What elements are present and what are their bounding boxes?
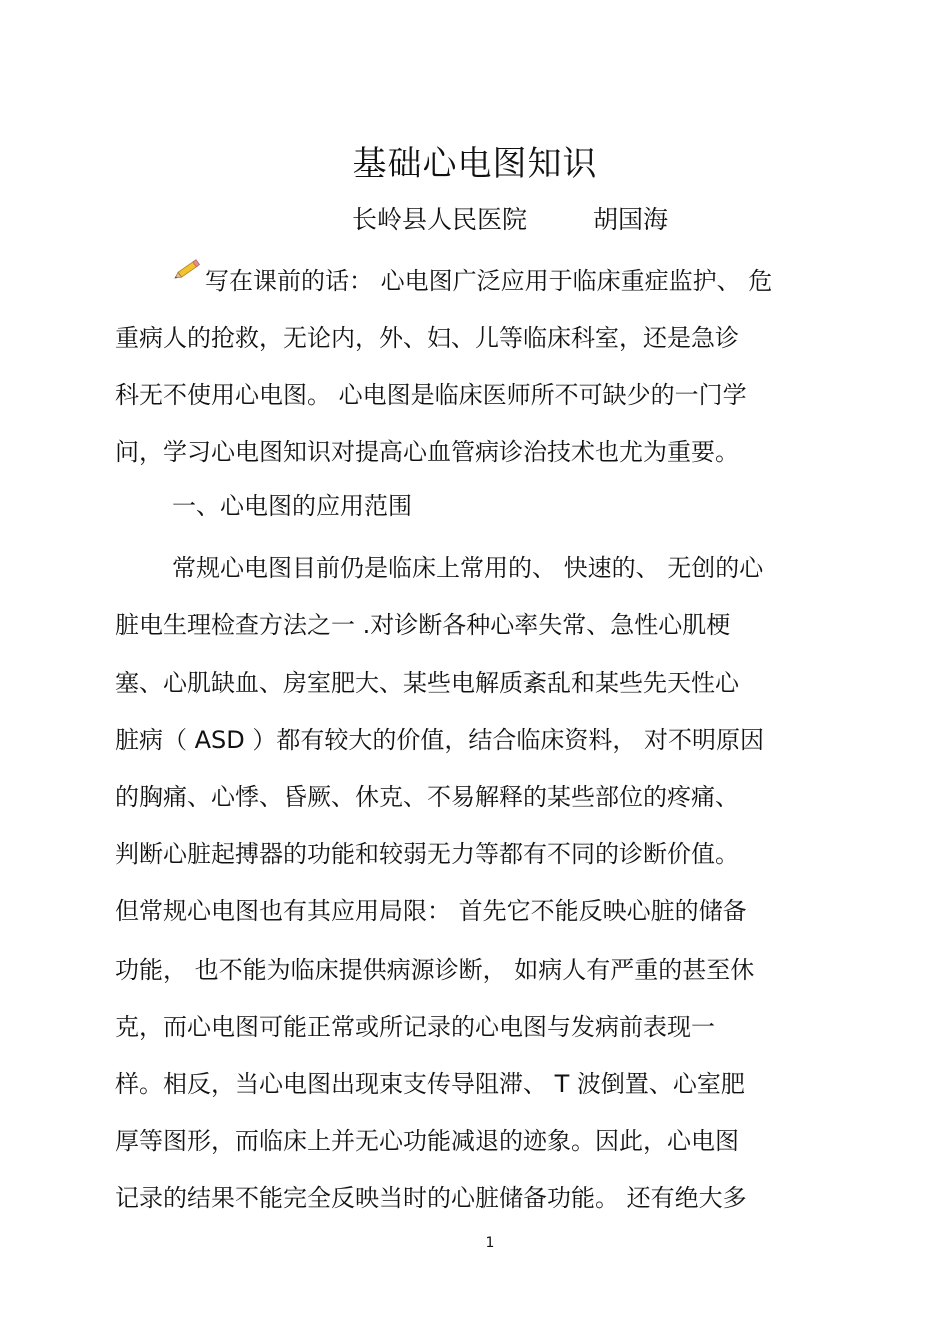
body-line: 问，学习心电图知识对提高心血管病诊治技术也尤为重要。 <box>115 438 739 466</box>
author-name: 胡国海 <box>593 205 669 234</box>
body-line: 脏病（ ASD ）都有较大的价值，结合临床资料， 对不明原因 <box>115 726 765 754</box>
page-number: 1 <box>485 1235 495 1251</box>
body-line: 记录的结果不能完全反映当时的心脏储备功能。 还有绝大多 <box>115 1184 747 1212</box>
pencil-icon <box>172 256 204 282</box>
author-line <box>352 200 668 240</box>
body-line: 样。相反，当心电图出现束支传导阻滞、 T 波倒置、心室肥 <box>115 1070 745 1098</box>
body-line: 重病人的抢救，无论内，外、妇、儿等临床科室，还是急诊 <box>115 324 739 352</box>
body-line: 常规心电图目前仍是临床上常用的、 快速的、 无创的心 <box>172 554 764 582</box>
body-line: 克，而心电图可能正常或所记录的心电图与发病前表现一 <box>115 1013 715 1041</box>
body-line: 判断心脏起搏器的功能和较弱无力等都有不同的诊断价值。 <box>115 840 739 868</box>
body-line: 写在课前的话： 心电图广泛应用于临床重症监护、 危 <box>205 267 773 295</box>
body-line: 厚等图形，而临床上并无心功能减退的迹象。因此，心电图 <box>115 1127 739 1155</box>
body-line: 但常规心电图也有其应用局限： 首先它不能反映心脏的储备 <box>115 897 747 925</box>
body-line: 科无不使用心电图。 心电图是临床医师所不可缺少的一门学 <box>115 381 747 409</box>
body-line: 脏电生理检查方法之一 .对诊断各种心率失常、急性心肌梗 <box>115 611 731 639</box>
hospital-name: 长岭县人民医院 <box>352 205 528 234</box>
body-line: 塞、心肌缺血、房室肥大、某些电解质紊乱和某些先天性心 <box>115 669 739 697</box>
body-line: 功能， 也不能为临床提供病源诊断， 如病人有严重的甚至休 <box>115 956 755 984</box>
section-heading: 一、心电图的应用范围 <box>172 492 412 520</box>
document-title: 基础心电图知识 <box>352 144 598 184</box>
body-line: 的胸痛、心悸、昏厥、休克、不易解释的某些部位的疼痛、 <box>115 783 739 811</box>
